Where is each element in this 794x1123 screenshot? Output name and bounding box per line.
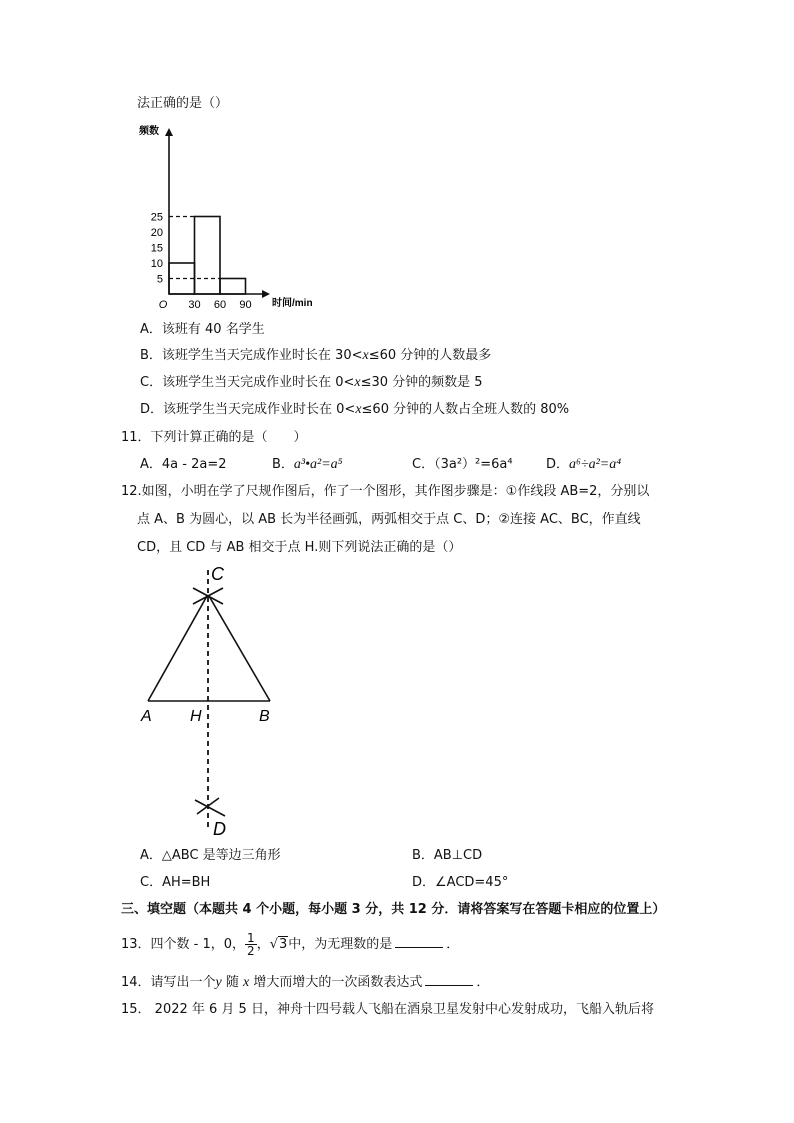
q12-option-b: B．AB⊥CD xyxy=(412,848,483,863)
q13-line: 13．四个数 - 1，0， $\frac{1}{2}$ ，√3中，为无理数的是 ． xyxy=(121,931,460,958)
q11-option-b: B．a³•a²=a⁵ xyxy=(272,457,343,472)
label-h: H xyxy=(190,708,202,725)
y-tick-label: 10 xyxy=(150,258,163,270)
x-axis-arrow xyxy=(262,290,270,298)
q11-option-d: D．a⁶÷a²=a⁴ xyxy=(546,457,622,472)
label-b: B xyxy=(259,708,270,725)
q11-option-c: C．（3a²）²=6a⁴ xyxy=(412,457,513,472)
q14-line: 14．请写出一个y 随 x 增大而增大的一次函数表达式 ． xyxy=(121,975,490,990)
q12-line-3: CD，且 CD 与 AB 相交于点 H.则下列说法正确的是（） xyxy=(137,540,462,555)
arc-mark-d-1 xyxy=(195,800,225,816)
x-tick-label: 30 xyxy=(188,299,201,311)
label-d: D xyxy=(213,819,226,839)
q11-option-a: A．4a - 2a=2 xyxy=(140,457,227,472)
q10-option-c: C．该班学生当天完成作业时长在 0<x≤30 分钟的频数是 5 xyxy=(140,375,483,390)
histogram-chart xyxy=(135,122,345,312)
y-axis-title: 频数 xyxy=(139,126,159,137)
x-axis-title: 时间/min xyxy=(272,298,313,309)
fraction-one-half: $\frac{1}{2}$ xyxy=(247,931,255,958)
side-bc xyxy=(209,596,270,701)
x-tick-label: 90 xyxy=(239,299,252,311)
q12-option-d: D．∠ACD=45° xyxy=(412,875,509,890)
q10-option-a: A．该班有 40 名学生 xyxy=(140,322,265,337)
y-tick-label: 5 xyxy=(156,273,163,286)
q11-stem: 11．下列计算正确的是（ ） xyxy=(121,430,307,445)
section-3-heading: 三、填空题（本题共 4 个小题，每小题 3 分，共 12 分．请将答案写在答题卡相应的位置上） xyxy=(121,902,666,917)
q15-line: 15． 2022 年 6 月 5 日，神舟十四号载人飞船在酒泉卫星发射中心发射成功，飞船入轨后将 xyxy=(121,1002,654,1017)
origin-label: O xyxy=(158,299,168,311)
q12-option-c: C．AH=BH xyxy=(140,875,211,890)
histogram-bar-2 xyxy=(195,217,221,295)
y-tick-label: 25 xyxy=(150,211,163,224)
q13-answer-blank[interactable] xyxy=(395,935,443,948)
label-a: A xyxy=(141,708,152,725)
q10-stem-tail: 法正确的是（） xyxy=(137,96,229,111)
q10-option-b: B．该班学生当天完成作业时长在 30<x≤60 分钟的人数最多 xyxy=(140,348,492,363)
y-tick-label: 15 xyxy=(150,242,163,255)
y-tick-label: 20 xyxy=(150,227,163,239)
y-axis-arrow xyxy=(165,128,173,136)
q14-answer-blank[interactable] xyxy=(425,973,473,986)
label-c: C xyxy=(211,564,224,584)
side-ac xyxy=(148,596,207,701)
q10-option-d: D．该班学生当天完成作业时长在 0<x≤60 分钟的人数占全班人数的 80% xyxy=(140,402,570,417)
histogram-bar-3 xyxy=(220,279,246,295)
sqrt-three: √3 xyxy=(269,937,288,952)
q12-line-1: 12.如图，小明在学了尺规作图后，作了一个图形，其作图步骤是：①作线段 AB=2，分别以 xyxy=(121,484,650,499)
q12-line-2: 点 A、B 为圆心，以 AB 长为半径画弧，两弧相交于点 C、D；②连接 AC、BC，作直线 xyxy=(137,512,641,527)
x-tick-label: 60 xyxy=(213,299,227,311)
q12-option-a: A．△ABC 是等边三角形 xyxy=(140,848,281,863)
triangle-construction-figure xyxy=(135,562,295,842)
